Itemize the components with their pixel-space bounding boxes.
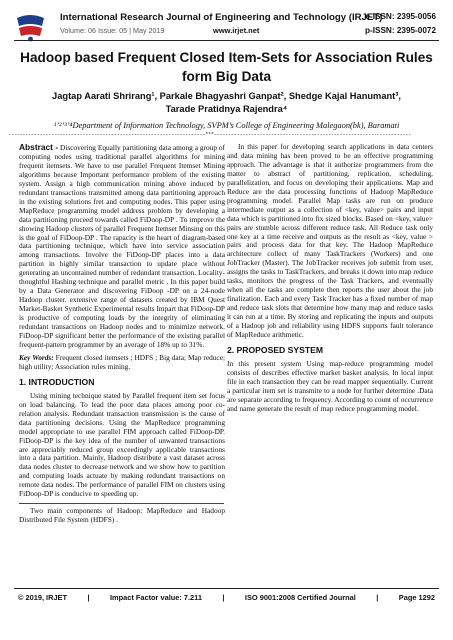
copyright: © 2019, IRJET <box>18 593 67 602</box>
irjet-logo <box>14 14 47 42</box>
journal-name: International Research Journal of Engineering and Technology (IRJET) <box>60 12 383 23</box>
impact-factor: Impact Factor value: 7.211 <box>109 593 202 602</box>
e-issn: e-ISSN: 2395-0056 <box>365 12 436 21</box>
keywords-text: Frequent closed itemsets ; HDFS ; Big data; Map reduce; high utility; Association rules mining. <box>19 352 225 371</box>
right-column <box>227 143 433 418</box>
proposed-system-heading: 2. PROPOSED SYSTEM <box>227 344 323 355</box>
abstract-text: Discovering Equally partitioning data among a group of computing nodes using traditional parallel algorithms for mining frequent itemsets. We have to use parallel Frequent Itemset Mining algorithms because Important performance problem of the existing system. Assign a high communication mining above induced by redundant transactions transmitted among data partitioning approach in the existing solutions fret and computing nodes. This paper using MapReduce programming model address problem by developing a data partitioning proceed towards called FiDoop-DP . To improve the showing Hadoop clusters of parallel Frequent Itemset Minsing on this is the goal of FiDoop-DP . The rapacity is the heart of diagram-based data partitioning technique, which have into service association among transactions. Involve the FiDoop-DP places into a data partition in highly similar transaction to update place without generating an uncontained number of redundant transaction. Locality-thoughtful Hashing technique and parallel metric . In this paper build by a Data Generator and discovering FiDoop -DP on a 24-node Hadoop cluster. extensive range of datasets created by IBM Quest Market-Basket Synthetic Experimental results Impart that FiDoop-DP is productive of computing loads by the integrity of eliminating redundant transactions on Hadoop nodes and to minimize network. FiDoop-DP significant better the performance of the existing parallel frequent-pattern programmer by an average of 18% up to 31%. <box>19 143 226 349</box>
authors-line-1: Jagtap Aarati Shrirang¹, Parkale Bhagyashri Ganpat², Shedge Kajal Hanumant³, <box>52 91 401 101</box>
footer-divider: | <box>222 593 225 602</box>
introduction-paragraph-2: Two main components of Hadoop: MapReduce and Hadoop Distributed File System (HDFS) . <box>19 506 225 525</box>
introduction-heading: 1. INTRODUCTION <box>19 376 95 387</box>
affiliation: ¹ʼ²ʼ³ʼ⁴Department of Information Technology, SVPM’s College of Engineering Malegaon(bk), Baramati <box>53 121 400 130</box>
column-footnote-rule <box>19 503 224 504</box>
authors-line-2: Tarade Pratidnya Rajendra⁴ <box>165 104 288 114</box>
left-column <box>19 143 225 529</box>
paper-title: Hadoop based Frequent Closed Item-Sets for Association Rules form Big Data <box>20 50 433 84</box>
p-issn: p-ISSN: 2395-0072 <box>365 26 436 35</box>
introduction-paragraph-1: Using mining technique stated by Parallel frequent item set focus on load balancing. To lead the poor data places among poor co-relation analysis. Redundant transaction transmission is the cause of data partitioning decisions. Using the MapReduce programming model appropriate to use parallel FIM approach called FiDoop-DP. FiDoop-DP is the key idea of the number of unwanted transactions are appreciably reduced group exceedingly applicable transactions into a data partition. Mainly, Hadoop distribute a vast dataset across data nodes cluster to decrease network and we show how to partition and computing loads actuate by making redundant transactions on remote data nodes. The performance of parallel FIM on clusters using FiDoop-DP is conducive to speeding up. <box>19 390 225 499</box>
footer-divider: | <box>87 593 90 602</box>
footer-divider: | <box>376 593 379 602</box>
header-rule <box>14 40 439 41</box>
abstract-label: Abstract - <box>19 142 59 152</box>
keywords <box>19 354 225 372</box>
abstract <box>19 143 225 350</box>
proposed-system-paragraph: In this present system Using map-reduce programming model consists of describes effective market basket analysis. In local input file in each transaction they can be read mapper sequentially. Current a particular item set is transmite to a node for further determine .Data are separate according to frequency. According to count of occurrence and name generate the result of map reduce programming model. <box>227 358 433 413</box>
introduction-paragraph-3: In this paper for developing search applications in data centers and data mining has been proved to be an effective programming approach. The advantage is that it authorize programmers from the matter to abstract of partitioning, replication, scheduling, parallelization, and focus on developing their applications. Map and Reduce are the data processing functions of Hadoop MapReduce programming model. Parallel Map tasks are run on produce intermediate output as a collection of <key, value> pairs and input data which is partitioned into fix sized blocks. Based on <key, value> pairs are stumble across different reduce task. All Reduce task only one key at a time receive and outputs as the result as <key, value > pairs and process data for that key. The Hadoop MapReduce architecture collect of many TaskTrackers (Workers) and one JobTracker (Master). The JobTracker receives job submit from user, assigns the tasks to TaskTrackers, and breaks it down into map reduce tasks, monitors the progress of the Task Trackers, and eventually when all the tasks are complete then reports the user about the job finalization. Each and every Task Tracker has a fixed number of map and reduce task slots that determine how many map and reduce tasks it can run at a time. By storing and replicating the inputs and outputs of a Hadoop job and reliability using HDFS supports fault tolerance of MapReduce arithmetic. <box>227 142 433 340</box>
author-list <box>20 90 433 116</box>
page-number: Page 1292 <box>398 593 435 602</box>
keywords-label: Key Words: <box>19 352 54 362</box>
volume-issue: Volume: 06 Issue: 05 | May 2019 <box>60 26 165 35</box>
footer-rule <box>14 588 439 589</box>
iso-certification: ISO 9001:2008 Certified Journal <box>244 593 356 602</box>
section-separator: ---------------------------------------------------------------------***--------------------------------------------------------------------- <box>8 131 411 138</box>
journal-website-link[interactable]: www.irjet.net <box>213 26 260 35</box>
page-footer <box>18 593 435 602</box>
